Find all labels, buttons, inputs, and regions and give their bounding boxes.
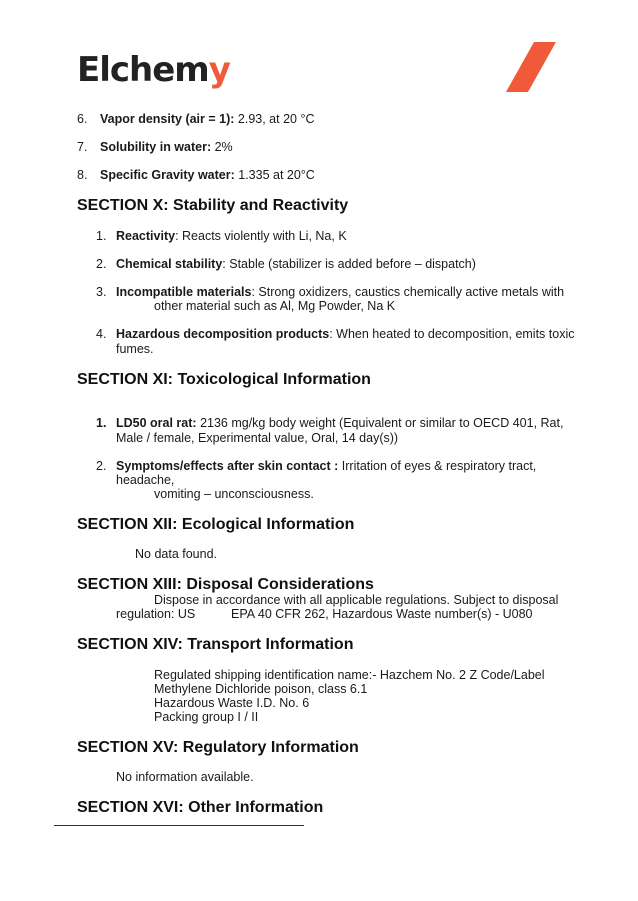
ecological-text: No data found. xyxy=(135,547,218,561)
item-text: : Strong oxidizers, caustics chemically active metals with xyxy=(251,285,565,299)
reactivity-item xyxy=(116,229,347,244)
disposal-regulation-label: regulation: US xyxy=(116,607,196,621)
item-label: Symptoms/effects after skin contact : xyxy=(116,459,339,473)
footnote-divider xyxy=(54,825,304,826)
item-continuation: vomiting – unconsciousness. xyxy=(154,487,314,501)
property-number: 8. xyxy=(77,168,88,182)
item-label: Hazardous decomposition products xyxy=(116,327,330,341)
item-text: : When heated to decomposition, emits toxic xyxy=(329,327,575,341)
property-value: 2.93, at 20 °C xyxy=(234,112,315,126)
transport-line: Regulated shipping identification name:- Hazchem No. 2 Z Code/Label xyxy=(154,668,545,682)
item-text: 2136 mg/kg body weight (Equivalent or similar to OECD 401, Rat, xyxy=(196,416,564,430)
regulatory-text: No information available. xyxy=(116,770,254,784)
property-number: 7. xyxy=(77,140,88,154)
item-continuation: other material such as Al, Mg Powder, Na K xyxy=(154,299,396,313)
logo-accent-letter: y xyxy=(208,50,230,90)
property-specific-gravity xyxy=(100,168,315,183)
item-number: 1. xyxy=(96,416,107,430)
section-title: SECTION XVI: Other Information xyxy=(77,799,324,816)
section-title: SECTION XI: Toxicological Information xyxy=(77,371,371,388)
item-label: LD50 oral rat: xyxy=(116,416,197,430)
transport-line: Methylene Dichloride poison, class 6.1 xyxy=(154,682,368,696)
property-solubility xyxy=(100,140,233,155)
item-continuation: fumes. xyxy=(116,342,154,356)
item-label: Incompatible materials xyxy=(116,285,252,299)
section-title: SECTION XV: Regulatory Information xyxy=(77,739,359,756)
item-number: 2. xyxy=(96,257,107,271)
item-continuation: Male / female, Experimental value, Oral, 14 day(s)) xyxy=(116,431,399,445)
property-value: 2% xyxy=(211,140,233,154)
item-number: 3. xyxy=(96,285,107,299)
brand-parallelogram-icon xyxy=(506,42,558,94)
section-title: SECTION XII: Ecological Information xyxy=(77,516,355,533)
item-label: Reactivity xyxy=(116,229,176,243)
property-label: Specific Gravity water: xyxy=(100,168,235,182)
chemical-stability-item xyxy=(116,257,476,272)
hazardous-decomposition-item xyxy=(116,327,574,342)
item-text: Irritation of eyes & respiratory tract, xyxy=(338,459,537,473)
property-value: 1.335 at 20°C xyxy=(234,168,315,182)
skin-contact-item xyxy=(116,459,536,474)
item-text: : Reacts violently with Li, Na, K xyxy=(175,229,347,243)
incompatible-materials-item xyxy=(116,285,564,300)
item-number: 1. xyxy=(96,229,107,243)
property-label: Vapor density (air = 1): xyxy=(100,112,235,126)
property-vapor-density xyxy=(100,112,314,127)
item-number: 4. xyxy=(96,327,107,341)
property-label: Solubility in water: xyxy=(100,140,212,154)
company-logo xyxy=(77,50,230,90)
ld50-item xyxy=(116,416,563,431)
section-title: SECTION XIII: Disposal Considerations xyxy=(77,576,374,593)
disposal-text: Dispose in accordance with all applicable regulations. Subject to disposal xyxy=(154,593,559,607)
logo-text: Elchem xyxy=(77,50,209,90)
section-title: SECTION XIV: Transport Information xyxy=(77,636,354,653)
transport-line: Packing group I / II xyxy=(154,710,259,724)
item-text: : Stable (stabilizer is added before – dispatch) xyxy=(222,257,476,271)
item-number: 2. xyxy=(96,459,107,473)
transport-line: Hazardous Waste I.D. No. 6 xyxy=(154,696,310,710)
property-number: 6. xyxy=(77,112,88,126)
item-label: Chemical stability xyxy=(116,257,223,271)
disposal-regulation-text: EPA 40 CFR 262, Hazardous Waste number(s) - U080 xyxy=(231,607,533,621)
item-continuation: headache, xyxy=(116,473,175,487)
section-title: SECTION X: Stability and Reactivity xyxy=(77,197,349,214)
